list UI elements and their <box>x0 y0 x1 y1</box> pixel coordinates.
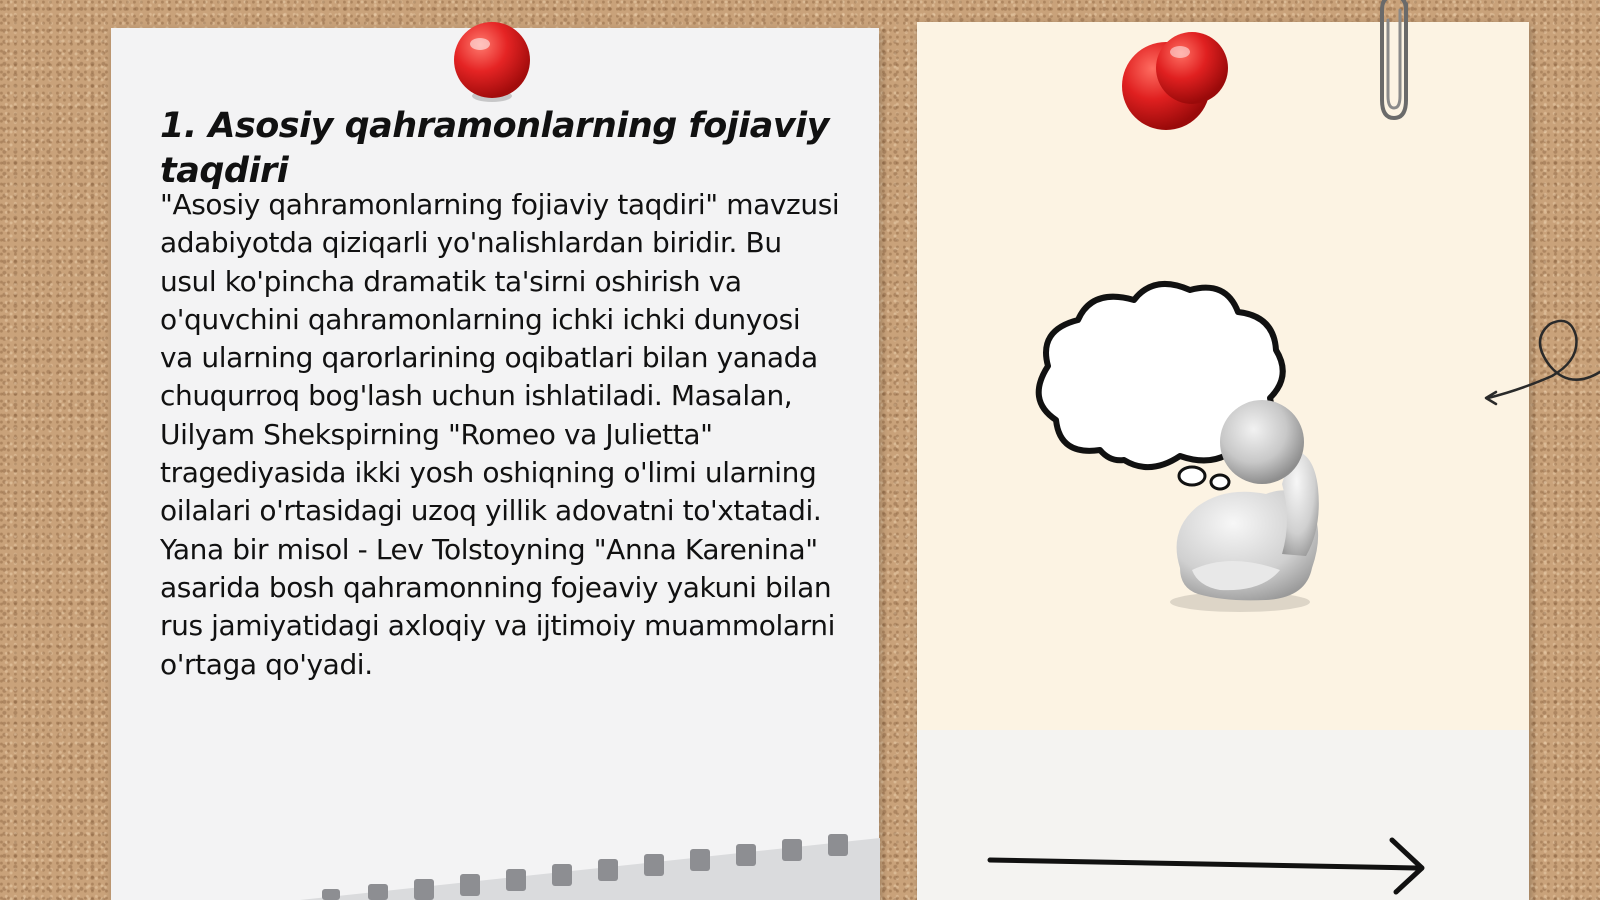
push-pin-icon <box>1122 30 1228 134</box>
push-pin-icon <box>452 20 534 106</box>
paper-clip-icon <box>1376 0 1420 124</box>
loop-arrow-doodle-icon <box>1480 310 1600 410</box>
slide-body-paragraph: "Asosiy qahramonlarning fojiaviy taqdiri" mavzusi adabiyotda qiziqarli yo'nalishlardan biridir. Bu usul ko'pincha dramatik ta'sirni oshirish va o'quvchini qahramonlarning ichki ichki dunyosi va ularning qarorlarining oqibatlari bilan yanada chuqurroq bog'lash uchun ishlatiladi. Masalan, Uilyam Shekspirning "Romeo va Julietta" tragediyasida ikki yosh oshiqning o'limi ularning oilalari o'rtasidagi uzoq yillik adovatni to'xtatadi. Yana bir misol - Lev Tolstoyning "Anna Karenina" asarida bosh qahramonning fojeaviy yakuni bilan rus jamiyatidagi axloqiy va ijtimoiy muammolarni o'rtaga qo'yadi. <box>160 188 840 681</box>
torn-spiral-edge-icon <box>300 800 880 900</box>
right-arrow-icon <box>986 836 1446 896</box>
thinking-person-thought-bubble-icon <box>1030 280 1350 620</box>
slide-heading: 1. Asosiy qahramonlarning fojiaviy taqdiri <box>160 106 829 191</box>
